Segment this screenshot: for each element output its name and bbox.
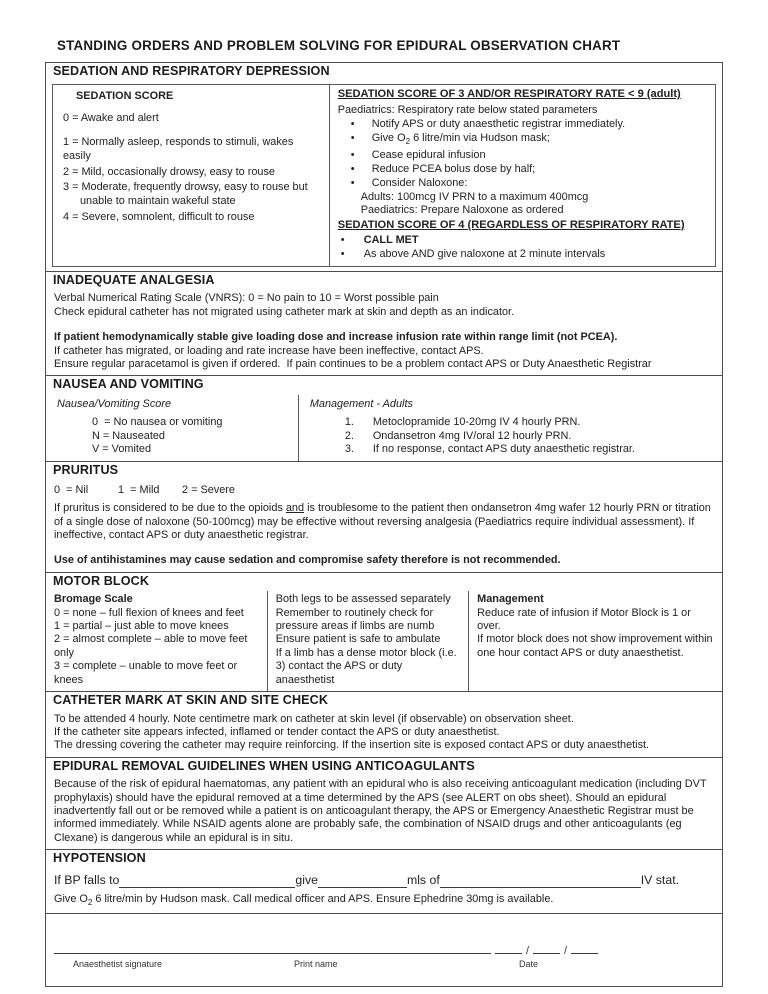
section-header-nausea: NAUSEA AND VOMITING	[53, 377, 204, 392]
bullet-icon: •	[350, 177, 355, 190]
catheter-line: To be attended 4 hourly. Note centimetre mark on catheter at skin level (if observable) on observation sheet.	[54, 712, 574, 725]
date-label: Date	[519, 959, 539, 970]
removal-content	[46, 776, 722, 849]
step-text: Metoclopramide 10-20mg IV 4 hourly PRN.	[372, 416, 581, 429]
anaesthetist-signature-label: Anaesthetist signature	[73, 959, 163, 970]
naloxone-adults: Adults: 100mcg IV PRN to a maximum 400mcg	[360, 190, 589, 203]
bullet-icon: •	[350, 132, 355, 145]
management-step	[345, 430, 714, 443]
sedation-subtable	[52, 84, 716, 267]
nausea-subtable	[46, 395, 722, 462]
hypotension-line: Give $O_2$ 6 litre/min by Hudson mask. Call medical officer and APS. Ensure Ephedrine 30mg is available.	[54, 892, 554, 907]
bp-suffix-text: IV stat.	[640, 872, 680, 887]
sedation-score-item: 3 = Moderate, frequently drowsy, easy to rouse but unable to maintain wakeful state	[63, 181, 308, 207]
analgesia-line: Verbal Numerical Rating Scale (VNRS): 0 = No pain to 10 = Worst possible pain	[54, 292, 439, 305]
sedation-score-column	[53, 85, 330, 266]
management-bullet	[338, 163, 707, 176]
bp-prefix-text: If BP falls to	[54, 872, 120, 887]
bullet-icon: •	[340, 234, 345, 247]
motor-block-subtable	[46, 591, 722, 691]
step-number: 3.	[344, 443, 354, 456]
bullet-text: Give $O_2$ 6 litre/min via Hudson mask;	[371, 132, 550, 147]
pruritus-scale-item: 2 = Severe	[182, 483, 235, 496]
step-text: Ondansetron 4mg IV/oral 12 hourly PRN.	[372, 429, 572, 442]
step-text: If no response, contact APS duty anaesthetic registrar.	[372, 443, 635, 456]
sedation-management-column	[330, 85, 715, 266]
bromage-item: 0 = none – full flexion of knees and feet	[54, 606, 244, 619]
section-header-catheter: CATHETER MARK AT SKIN AND SITE CHECK	[53, 693, 329, 708]
print-name-label: Print name	[294, 959, 338, 970]
management-step	[345, 416, 714, 429]
nausea-score-item: N = Nauseated	[92, 429, 165, 442]
bp-mls-text: mls of	[406, 872, 440, 887]
sedation-score-item: 4 = Severe, somnolent, difficult to rouse	[63, 210, 255, 223]
section-sedation	[46, 63, 722, 271]
sedation-score-title: SEDATION SCORE	[76, 90, 174, 103]
motor-management-item: Reduce rate of infusion if Motor Block is 1 or over.	[477, 606, 691, 633]
bromage-column	[46, 591, 268, 691]
drug-blank	[440, 874, 641, 888]
section-header-hypotension: HYPOTENSION	[53, 851, 146, 866]
section-catheter	[46, 691, 722, 757]
bromage-item: 3 = complete – unable to move feet or knees	[54, 660, 238, 686]
bullet-icon: •	[350, 149, 355, 162]
motor-management-column	[469, 591, 722, 691]
analgesia-line: Ensure regular paracetamol is given if ordered. If pain continues to be a problem contact APS or Duty Anaesthetic Registrar	[54, 357, 652, 370]
bullet-text: Consider Naloxone:	[371, 177, 468, 190]
section-pruritus	[46, 461, 722, 571]
page-title: STANDING ORDERS AND PROBLEM SOLVING FOR EPIDURAL OBSERVATION CHART	[57, 38, 621, 53]
management-bullet	[338, 149, 707, 162]
hypotension-content	[46, 869, 722, 914]
nausea-management-title: Management - Adults	[309, 397, 413, 410]
date-separator: /	[526, 945, 530, 958]
assessment-item: Both legs to be assessed separately	[275, 593, 451, 606]
nausea-management-list	[310, 416, 714, 456]
sedation-score4-title: SEDATION SCORE OF 4 (REGARDLESS OF RESPIRATORY RATE)	[337, 218, 685, 231]
management-bullet	[338, 234, 707, 247]
section-nausea	[46, 375, 722, 461]
volume-blank	[318, 874, 407, 888]
spacer	[54, 319, 714, 331]
sedation-score3-title: SEDATION SCORE OF 3 AND/OR RESPIRATORY RATE < 9 (adult)	[337, 88, 681, 101]
catheter-line: If the catheter site appears infected, inflamed or tender contact the APS or duty anaesthetist.	[54, 725, 500, 738]
signature-line	[54, 941, 714, 958]
sedation-score-item: 1 = Normally asleep, responds to stimuli, wakes easily	[63, 136, 294, 162]
pruritus-content	[46, 481, 722, 572]
bp-value-blank	[119, 874, 295, 888]
catheter-content	[46, 711, 722, 757]
sedation-score-item: 0 = Awake and alert	[63, 111, 159, 124]
date-month-blank	[533, 941, 560, 954]
analgesia-line: If catheter has migrated, or loading and rate increase have been ineffective, contact APS.	[54, 344, 484, 357]
sedation-score-item: 2 = Mild, occasionally drowsy, easy to rouse	[63, 165, 275, 178]
management-bullet	[338, 177, 707, 190]
motor-management-title: Management	[477, 593, 544, 606]
nausea-management-column	[299, 395, 722, 462]
bp-fill-in-line	[54, 874, 714, 888]
pruritus-scale-item: 1 = Mild	[118, 483, 160, 496]
removal-paragraph: Because of the risk of epidural haematomas, any patient with an epidural who is also receiving anticoagulant medication (including DVT prophylaxis) should have the epidural removed at a time determined by the APS (see ALERT on obs sheet). Should an epidural inadvertently fall out or be removed while a patient is on anticoagulant therapy, the APS or Emergency Anaesthetic Registrar must be informed immediately. While NSAID agents alone are probably safe, the combination of NSAID drugs and other anticoagulants (eg Clexane) is dangerous while an epidural is in situ.	[54, 778, 707, 844]
section-header-motor-block: MOTOR BLOCK	[53, 573, 150, 588]
nausea-score-title: Nausea/Vomiting Score	[57, 397, 172, 410]
catheter-line: The dressing covering the catheter may require reinforcing. If the insertion site is exposed contact APS or duty anaesthetist.	[54, 739, 650, 752]
management-bullet	[338, 248, 707, 261]
step-number: 1.	[344, 416, 354, 429]
bullet-text: Reduce PCEA bolus dose by half;	[371, 163, 536, 176]
assessment-item: If a limb has a dense motor block (i.e. 3) contact the APS or duty anaesthetist	[275, 646, 457, 686]
bromage-item: 1 = partial – just able to move knees	[54, 620, 229, 633]
pruritus-paragraph: If pruritus is considered to be due to the opioids and is troublesome to the patient then ondansetron 4mg wafer 12 hourly PRN or titration of a single dose of naloxone (50-100mcg) may be effective without reversing analgesia (Paediatrics require individual assessment). If ineffective, contact APS or duty anaesthetic registrar.	[54, 502, 711, 542]
assessment-column	[268, 591, 469, 691]
nausea-score-item: 0 = No nausea or vomiting	[92, 416, 223, 429]
analgesia-bold-line: If patient hemodynamically stable give loading dose and increase infusion rate within range limit (not PCEA).	[54, 331, 618, 344]
bromage-item: 2 = almost complete – able to move feet only	[54, 633, 248, 659]
pruritus-bold-line: Use of antihistamines may cause sedation and compromise safety therefore is not recommended.	[54, 554, 561, 567]
bullet-icon: •	[340, 248, 345, 261]
motor-management-item: If motor block does not show improvement within one hour contact APS or duty anaesthetist.	[477, 633, 713, 659]
sedation-content	[46, 81, 722, 271]
pruritus-scale	[54, 484, 714, 497]
date-day-blank	[495, 941, 522, 954]
signature-block	[46, 913, 722, 986]
date-separator: /	[564, 945, 568, 958]
pruritus-scale-item: 0 = Nil	[54, 483, 89, 496]
bullet-icon: •	[350, 118, 355, 131]
naloxone-paediatrics: Paediatrics: Prepare Naloxone as ordered	[360, 204, 564, 217]
bullet-text: As above AND give naloxone at 2 minute intervals	[363, 248, 606, 261]
nausea-score-item: V = Vomited	[92, 443, 152, 456]
call-met-text: CALL MET	[363, 234, 419, 247]
analgesia-content	[46, 290, 722, 375]
section-motor-block	[46, 572, 722, 691]
bullet-icon: •	[350, 163, 355, 176]
analgesia-line: Check epidural catheter has not migrated using catheter mark at skin and depth as an indicator.	[54, 305, 515, 318]
nausea-score-list	[57, 416, 290, 456]
spacer	[54, 542, 714, 554]
section-header-pruritus: PRURITUS	[53, 463, 119, 478]
section-analgesia	[46, 271, 722, 375]
section-removal	[46, 757, 722, 849]
section-header-removal: EPIDURAL REMOVAL GUIDELINES WHEN USING ANTICOAGULANTS	[53, 758, 475, 773]
management-bullet	[338, 118, 707, 131]
management-bullet	[338, 132, 707, 149]
management-step	[345, 443, 714, 456]
date-year-blank	[571, 941, 598, 954]
assessment-item: Ensure patient is safe to ambulate	[275, 633, 441, 646]
nausea-score-column	[46, 395, 299, 462]
sedation-paediatrics-note: Paediatrics: Respiratory rate below stated parameters	[337, 103, 598, 116]
standing-orders-table	[45, 62, 723, 987]
section-header-sedation: SEDATION AND RESPIRATORY DEPRESSION	[53, 64, 330, 78]
signature-name-blank	[54, 941, 491, 954]
section-header-analgesia: INADEQUATE ANALGESIA	[53, 272, 215, 287]
bp-give-text: give	[295, 872, 318, 887]
section-hypotension	[46, 849, 722, 913]
bullet-text: Notify APS or duty anaesthetic registrar immediately.	[371, 118, 626, 131]
assessment-item: Remember to routinely check for pressure areas if limbs are numb	[275, 606, 435, 633]
bromage-title: Bromage Scale	[54, 593, 133, 606]
bullet-text: Cease epidural infusion	[371, 149, 486, 162]
step-number: 2.	[344, 429, 354, 442]
